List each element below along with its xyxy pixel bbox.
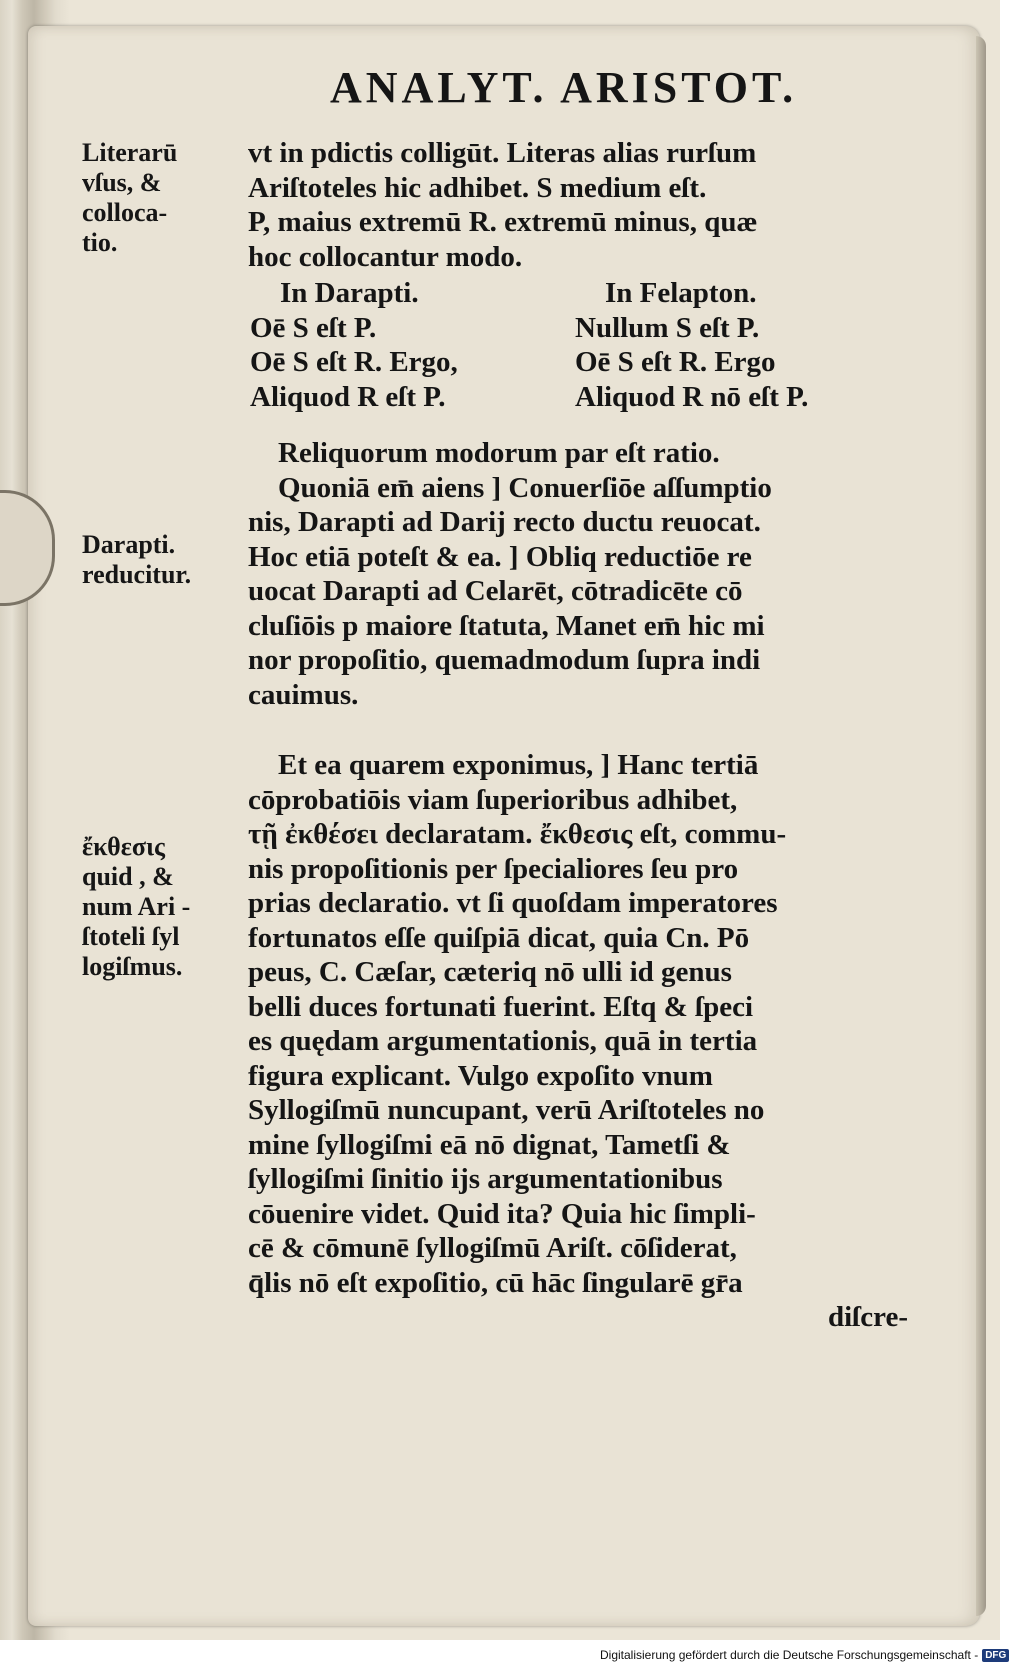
- page-edge: [976, 36, 986, 1616]
- syllogism-row: [250, 380, 910, 415]
- digitization-footer: [600, 1648, 1007, 1662]
- margin-note-line: reducitur.: [82, 560, 192, 589]
- text-line: Reliquorum modorum par eſt ratio.: [278, 437, 720, 469]
- body-text-block-3: [248, 748, 908, 1335]
- text-line: vt in pdictis colligūt. Literas alias rurſum: [248, 137, 757, 169]
- syllogism-row: [250, 345, 910, 380]
- syllogism-left: Oē S eſt P.: [250, 311, 377, 344]
- margin-note-line: logiſmus.: [82, 952, 183, 981]
- text-line: uocat Darapti ad Celarēt, cōtradicēte cō: [248, 575, 743, 607]
- margin-note-literarum: [82, 138, 252, 258]
- margin-note-darapti: [82, 530, 252, 590]
- margin-note-line: Literarū: [82, 138, 178, 167]
- margin-note-line: vſus, &: [82, 168, 162, 197]
- text-line: Hoc etiā poteſt & ea. ] Obliq reductiōe re: [248, 540, 752, 573]
- body-text-block-1: [248, 136, 908, 274]
- text-line: ſyllogiſmi ſinitio ijs argumentationibus: [248, 1163, 723, 1195]
- text-line: nis propoſitionis per ſpecialiores ſeu pro: [248, 852, 739, 885]
- text-line: P, maius extremū R. extremū minus, quæ: [248, 206, 758, 238]
- syllogism-table: [250, 276, 910, 414]
- text-line: belli duces fortunati fuerint. Eſtq & ſpeci: [248, 990, 754, 1023]
- syllogism-left: In Darapti.: [280, 277, 419, 309]
- margin-note-line: Darapti.: [82, 530, 176, 559]
- text-line: prias declaratio. vt ſi quoſdam imperatores: [248, 887, 778, 919]
- catchword: diſcre-: [828, 1301, 908, 1333]
- running-header: ANALYT. ARISTOT.: [330, 63, 798, 112]
- text-line: cē & cōmunē ſyllogiſmū Ariſt. cōſiderat,: [248, 1232, 737, 1264]
- footer-text: Digitalisierung gefördert durch die Deutsche Forschungsgemeinschaft -: [600, 1648, 979, 1662]
- syllogism-row: [250, 276, 910, 311]
- body-text-block-2: [248, 436, 908, 712]
- margin-note-ekthesis: [82, 832, 252, 982]
- text-line: nor propoſitio, quemadmodum ſupra indi: [248, 644, 761, 676]
- text-line: hoc collocantur modo.: [248, 240, 523, 273]
- text-line: Syllogiſmū nuncupant, verū Ariſtoteles no: [248, 1094, 765, 1126]
- text-line: cluſiōis p maiore ſtatuta, Manet em̄ hic mi: [248, 609, 765, 642]
- text-line: figura explicant. Vulgo expoſito vnum: [248, 1059, 713, 1092]
- text-line: q̄lis nō eſt expoſitio, cū hāc ſingularē gr̄a: [248, 1266, 743, 1299]
- syllogism-right: Nullum S eſt P.: [575, 311, 760, 344]
- text-line: cauimus.: [248, 678, 359, 711]
- text-line: Ariſtoteles hic adhibet. S medium eſt.: [248, 171, 707, 204]
- text-line: peus, C. Cæſar, cæteriq nō ulli id genus: [248, 956, 732, 988]
- text-line: mine ſyllogiſmi eā nō dignat, Tametſi &: [248, 1128, 731, 1161]
- margin-note-line: tio.: [82, 228, 118, 257]
- text-line: Quoniā em̄ aiens ] Conuerſiōe aſſumptio: [278, 471, 772, 504]
- margin-note-line: colloca-: [82, 198, 168, 227]
- margin-note-line: num Ari -: [82, 892, 191, 921]
- text-line: es quędam argumentationis, quā in tertia: [248, 1025, 758, 1057]
- text-line: cōprobatiōis viam ſuperioribus adhibet,: [248, 783, 738, 816]
- syllogism-left: Oē S eſt R. Ergo,: [250, 346, 458, 378]
- text-line: Et ea quarem exponimus, ] Hanc tertiā: [278, 749, 759, 781]
- text-line: τῇ ἐκθέσει declaratam. ἔκθεσις eſt, commu-: [248, 818, 787, 850]
- syllogism-left: Aliquod R eſt P.: [250, 380, 446, 413]
- margin-note-line: quid , &: [82, 862, 174, 891]
- syllogism-right: Aliquod R nō eſt P.: [575, 380, 809, 413]
- dfg-logo: DFG: [982, 1649, 1009, 1662]
- text-line: cōuenire videt. Quid ita? Quia hic ſimpli-: [248, 1197, 756, 1230]
- syllogism-row: [250, 311, 910, 346]
- syllogism-right: In Felapton.: [605, 277, 757, 309]
- margin-note-line: ἔκθεσις: [82, 832, 166, 861]
- syllogism-right: Oē S eſt R. Ergo: [575, 346, 776, 378]
- margin-note-line: ſtoteli ſyl: [82, 922, 180, 951]
- text-line: fortunatos eſſe quiſpiā dicat, quia Cn. Pō: [248, 921, 750, 954]
- text-line: nis, Darapti ad Darij recto ductu reuocat.: [248, 506, 761, 538]
